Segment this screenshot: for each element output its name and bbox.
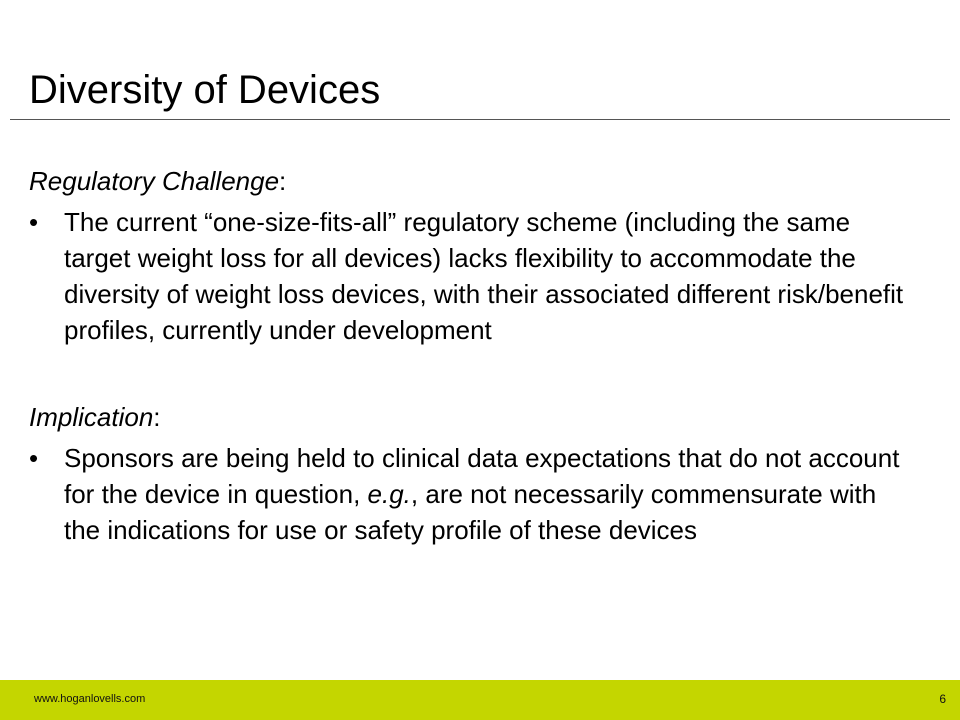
bullet-text-part: , are not necessarily commensurate with the indications for use or safety profile of these devices bbox=[64, 479, 877, 545]
section-heading-regulatory-challenge bbox=[29, 160, 909, 202]
bullet-item bbox=[29, 440, 909, 548]
footer-website-link[interactable]: www.hoganlovells.com bbox=[34, 693, 146, 705]
section-heading-implication bbox=[29, 396, 909, 438]
heading-colon: : bbox=[279, 166, 287, 196]
slide-body bbox=[29, 160, 909, 548]
bullet-text: The current “one-size-fits-all” regulatory scheme (including the same target weight loss for all devices) lacks flexibility to accommodate the diversity of weight loss devices, with their associated different risk/benefit profiles, currently under development bbox=[64, 207, 904, 345]
title-divider bbox=[10, 119, 950, 120]
slide-title: Diversity of Devices bbox=[29, 68, 381, 112]
bullet-text-part: Sponsors are being held to clinical data expectations that do not account for the device in question, bbox=[64, 443, 900, 509]
bullet-text-emphasis: e.g. bbox=[367, 479, 411, 509]
bullet-dot-icon: • bbox=[29, 443, 39, 473]
heading-text: Implication bbox=[29, 402, 154, 432]
footer-bar bbox=[0, 680, 960, 720]
bullet-item bbox=[29, 204, 909, 348]
bullet-dot-icon: • bbox=[29, 207, 39, 237]
section-spacer bbox=[29, 348, 909, 396]
page-number: 6 bbox=[939, 692, 946, 706]
heading-colon: : bbox=[153, 402, 161, 432]
heading-text: Regulatory Challenge bbox=[29, 166, 280, 196]
bullet-text bbox=[64, 443, 899, 545]
